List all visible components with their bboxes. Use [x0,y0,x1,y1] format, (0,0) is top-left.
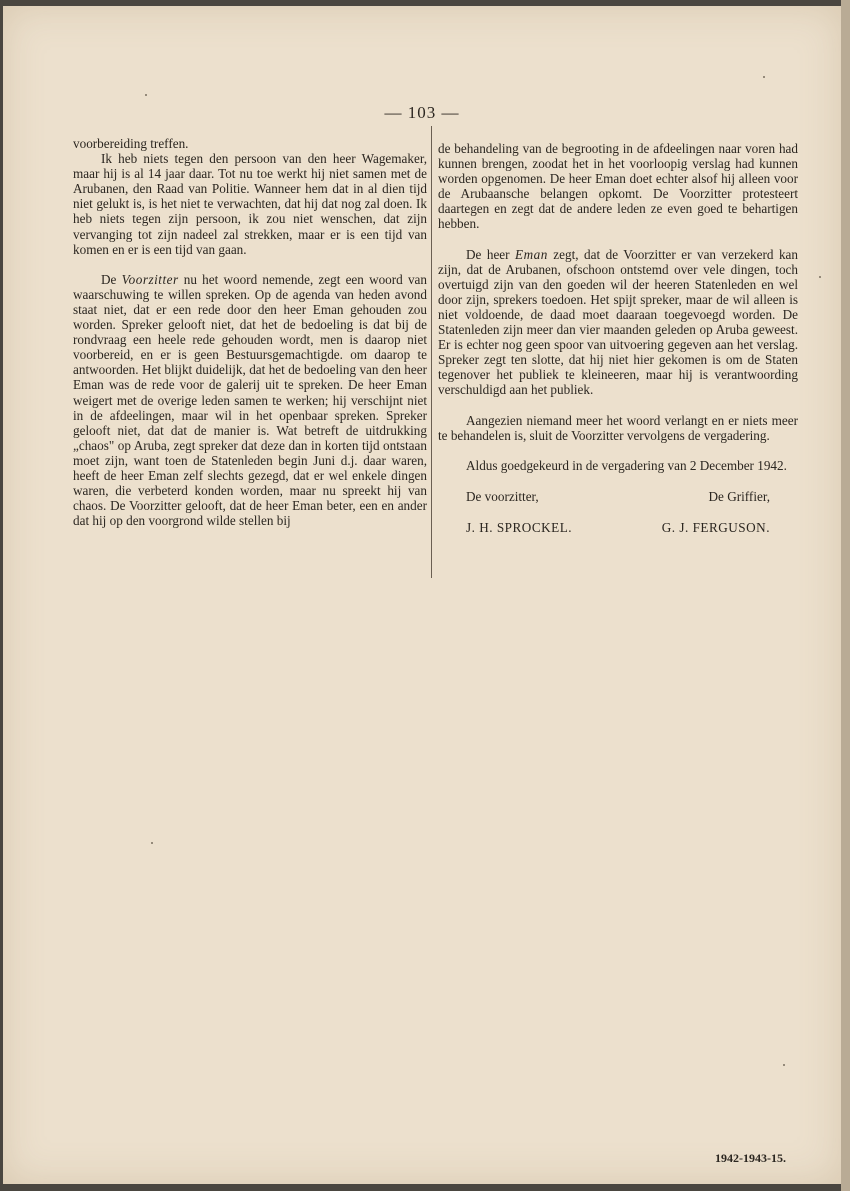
right-column [438,141,798,535]
right-paragraph-2 [438,247,798,398]
right-paragraph-2-body: zegt, dat de Voorzitter er van verzekerd kan zijn, dat de Arubanen, ofschoon ontstemd over vele dingen, toch overtuigd zijn van den goeden wil der heeren Statenleden en wel door zijn, sprekers toedoen. Het spijt spreker, maar de wil alleen is niet voldoende, de daad moet daaraan toegevoegd worden. De Statenleden zijn meer dan vier maanden geleden op Aruba geweest. Er is echter nog geen spoor van uitvoering gegeven aan het verslag. Spreker zegt ten slotte, dat hij niet hier gekomen is om de Staten tegenover het publiek te kleineeren, maar hij is verantwoording verschuldigd aan het publiek. [438,246,798,398]
paper-speck [783,1064,785,1066]
column-divider [431,126,432,578]
chair-name: J. H. SPROCKEL. [466,519,573,535]
paper-speck [151,842,153,844]
right-paragraph-3: Aangezien niemand meer het woord verlangt en er niets meer te behandelen is, sluit de Voorzitter vervolgens de vergadering. [438,412,798,443]
chair-label: De voorzitter, [466,488,539,504]
document-page [3,6,841,1184]
footer-code: 1942-1943-15. [715,1151,786,1165]
page-edge [841,0,850,1191]
left-paragraph-2: Ik heb niets tegen den persoon van den heer Wagemaker, maar hij is al 14 jaar daar. Tot nu toe werkt hij niet samen met de Arubanen, den Raad van Politie. Wanneer hem dat in al dien tijd niet gelukt is, is het niet te verwachten, dat hij dat nog zal doen. Ik heb niets tegen zijn persoon, ik zou niet wenschen, dat zijn vervanging tot zijn nadeel zal strekken, maar er is een tijd van komen en er is een tijd van gaan. [73,151,427,257]
paper-speck [763,76,765,78]
left-paragraph-3-body: nu het woord nemende, zegt een woord van waarschuwing te willen spreken. Op de agenda van heden avond staat niet, dat er een rede door den heer Eman gehouden zou worden. Spreker gelooft niet, dat het de bedoeling is dat bij de rondvraag een heele rede gehouden wordt, men is daarop niet voorbereid, en er is geen Bestuursgemachtigde. om daarop te antwoorden. Het blijkt duidelijk, dat het de bedoeling van den heer Eman was de rede voor de galerij uit te spreken. De heer Eman weigert met de overige leden samen te werken; hij verschijnt niet in de afdeelingen, maar wil in het openbaar spreken. Spreker gelooft niet, dat dat de manier is. Wat betreft de uitdrukking „chaos" op Aruba, zegt spreker dat deze dan in korten tijd ontstaan moet zijn, want toen de Statenleden begin Juni d.j. daar waren, heeft de heer Eman zelf slechts gezegd, dat er wel enkele dingen waren, die verbeterd konden worden, maar nu spreekt hij van chaos. De Voorzitter gelooft, dat de heer Eman beter, een en ander dat hij op den voorgrond wilde stellen bij [73,271,427,529]
paper-speck [145,94,147,96]
right-paragraph-4: Aldus goedgekeurd in de vergadering van 2 December 1942. [466,457,787,473]
left-paragraph-1: voorbereiding treffen. [73,136,189,151]
left-paragraph-3 [73,272,427,529]
clerk-name: G. J. FERGUSON. [661,519,770,535]
right-paragraph-2-lead: De heer [466,246,516,262]
speaker-name-eman: Eman [515,246,548,262]
signature-labels [438,489,798,504]
page-number: — 103 — [384,103,460,122]
right-paragraph-1: de behandeling van de begrooting in de afdeelingen naar voren had kunnen brengen, zoodat het in het voorloopig verslag had kunnen worden opgenomen. De heer Eman doet echter alsof hij alleen voor de Arubaansche belangen opkomt. De Voorzitter protesteert daartegen en zegt dat de andere leden ze even goed te behartigen hebben. [438,141,798,232]
clerk-label: De Griffier, [708,488,770,504]
signature-names [438,520,798,535]
left-paragraph-3-lead: De [101,271,122,287]
left-column [73,136,427,528]
paper-speck [819,276,821,278]
speaker-name-voorzitter: Voorzitter [121,271,179,287]
